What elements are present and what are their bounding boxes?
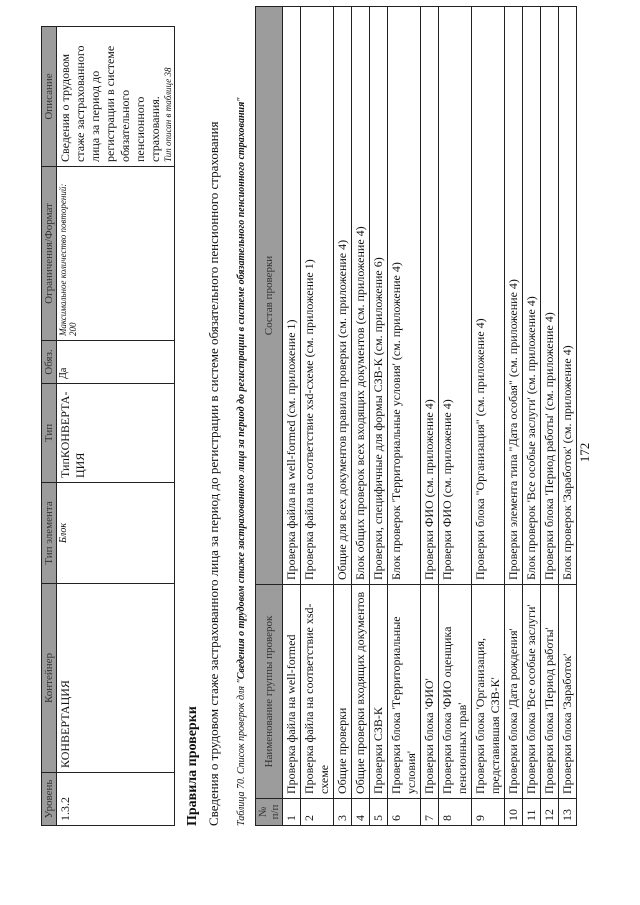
table-row [352, 7, 370, 826]
row-number: 3 [334, 799, 352, 826]
row-number: 7 [421, 799, 439, 826]
caption-suffix: " [236, 97, 247, 102]
row-content: Проверки блока 'Период работы' (см. приложение 4) [541, 7, 559, 585]
table-row [334, 7, 352, 826]
row-group: Проверки блока 'Заработок' [559, 585, 577, 799]
table-caption [236, 6, 247, 826]
header-type: Тип [42, 384, 57, 483]
table-row [472, 7, 505, 826]
header-content: Состав проверки [256, 7, 283, 585]
row-content: Проверки ФИО (см. приложение 4) [421, 7, 439, 585]
row-content: Блок общих проверок всех входящих документов (см. приложение 4) [352, 7, 370, 585]
row-group: Проверки блока 'Период работы' [541, 585, 559, 799]
row-number: 12 [541, 799, 559, 826]
row-group: Проверки блока 'ФИО' [421, 585, 439, 799]
structure-row [57, 27, 175, 826]
cell-container: КОНВЕРТАЦИЯ [57, 584, 175, 773]
row-group: Проверки блока 'ФИО оценщика пенсионных прав' [439, 585, 472, 799]
section-subtitle: Сведения о трудовом стаже застрахованного лица за период до регистрации в системе обязательного пенсионного страхования [206, 121, 221, 826]
table-row [283, 7, 301, 826]
cell-required: Да [57, 341, 175, 384]
row-content: Проверка файла на well-formed (см. приложение 1) [283, 7, 301, 585]
row-number: 4 [352, 799, 370, 826]
structure-header-row [42, 27, 57, 826]
row-number: 8 [439, 799, 472, 826]
row-content: Блок проверок 'Территориальные условия' (см. приложение 4) [388, 7, 421, 585]
description-note: Тип описан в таблице 38 [163, 67, 173, 162]
header-level: Уровень [42, 773, 57, 826]
table-row [541, 7, 559, 826]
table-row [301, 7, 334, 826]
row-content: Блок проверок 'Все особые заслуги' (см. приложение 4) [523, 7, 541, 585]
cell-constraints: Максимальное количество повторений: 200 [57, 167, 175, 341]
row-group: Общие проверки [334, 585, 352, 799]
row-content: Проверка файла на соответствие xsd-схеме (см. приложение 1) [301, 7, 334, 585]
checks-header-row [256, 7, 283, 826]
header-num: № п/п [256, 799, 283, 826]
page-number: 172 [577, 442, 592, 463]
row-group: Общие проверки входящих документов [352, 585, 370, 799]
row-number: 9 [472, 799, 505, 826]
row-number: 1 [283, 799, 301, 826]
header-element-type: Тип элемента [42, 483, 57, 584]
row-content: Проверки элемента типа "Дата особая" (см. приложение 4) [505, 7, 523, 585]
caption-prefix: Таблица 70. Список проверок для " [236, 679, 247, 826]
section-title: Правила проверки [185, 706, 200, 826]
table-row [505, 7, 523, 826]
checks-body [283, 7, 577, 826]
table-row [421, 7, 439, 826]
table-row [388, 7, 421, 826]
caption-bold: Сведения о трудовом стаже застрахованного лица за период до регистрации в системе обязательного пенсионного страхования [236, 101, 247, 680]
row-number: 11 [523, 799, 541, 826]
row-content: Общие для всех документов правила проверки (см. приложение 4) [334, 7, 352, 585]
row-content: Проверки ФИО (см. приложение 4) [439, 7, 472, 585]
row-group: Проверки СЗВ-К [370, 585, 388, 799]
description-text: Сведения о трудовом стаже застрахованного лица за период до регистрации в системе обязательного пенсионного страхования. [58, 45, 162, 162]
cell-element-type: Блок [57, 483, 175, 584]
row-number: 5 [370, 799, 388, 826]
row-group: Проверка файла на соответствие xsd-схеме [301, 585, 334, 799]
header-constraints: Ограничения/Формат [42, 167, 57, 341]
cell-description [57, 27, 175, 167]
row-number: 10 [505, 799, 523, 826]
table-row [559, 7, 577, 826]
cell-level: 1.3.2 [57, 773, 175, 826]
row-content: Проверки блока "Организация" (см. приложение 4) [472, 7, 505, 585]
table-row [439, 7, 472, 826]
row-group: Проверки блока 'Организация, представившая СЗВ-К' [472, 585, 505, 799]
checks-table [255, 6, 577, 826]
header-container: Контейнер [42, 584, 57, 773]
row-content: Блок проверок 'Заработок' (см. приложение 4) [559, 7, 577, 585]
row-number: 13 [559, 799, 577, 826]
header-required: Обяз. [42, 341, 57, 384]
row-number: 6 [388, 799, 421, 826]
row-group: Проверки блока 'Территориальные условия' [388, 585, 421, 799]
table-row [523, 7, 541, 826]
row-number: 2 [301, 799, 334, 826]
cell-type: ТипКОНВЕРТА-ЦИЯ [57, 384, 175, 483]
header-group: Наименование группы проверок [256, 585, 283, 799]
structure-table [41, 26, 175, 826]
table-row [370, 7, 388, 826]
header-description: Описание [42, 27, 57, 167]
row-group: Проверка файла на well-formed [283, 585, 301, 799]
row-content: Проверки, специфичные для формы СЗВ-К (см. приложение 6) [370, 7, 388, 585]
row-group: Проверки блока 'Дата рождения' [505, 585, 523, 799]
row-group: Проверки блока 'Все особые заслуги' [523, 585, 541, 799]
